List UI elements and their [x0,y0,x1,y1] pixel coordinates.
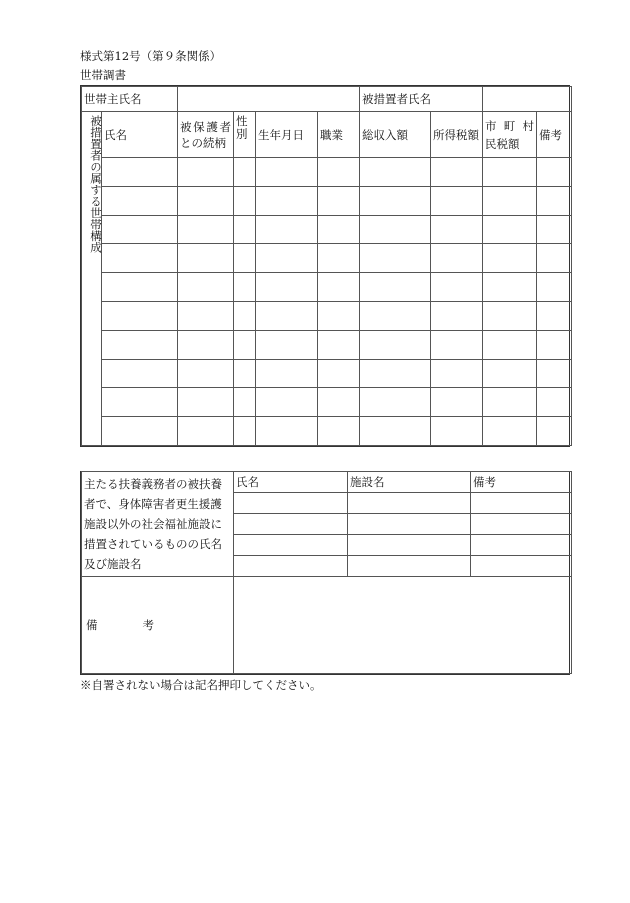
col-job: 職業 [318,112,360,158]
remarks-field[interactable] [234,577,572,674]
remarks-label-a: 備 [86,618,98,632]
remarks-label-b: 考 [142,618,154,632]
s2-col-remarks: 備考 [471,472,572,493]
placed-person-field[interactable] [483,87,572,112]
col-sex-line1: 性 [236,114,248,128]
household-table [80,85,570,447]
col-relation [178,112,234,158]
table-row [82,215,572,244]
col-income: 総収入額 [360,112,431,158]
table-row [82,417,572,446]
table-row [82,158,572,187]
section1-label: 被措置者の属する世帯構成 [82,112,102,446]
col-birth: 生年月日 [256,112,318,158]
col-tax: 所得税額 [431,112,483,158]
householder-label: 世帯主氏名 [82,87,178,112]
footnote: ※自署されない場合は記名押印してください。 [80,678,322,692]
col-name: 氏名 [102,112,178,158]
s2-col-name: 氏名 [234,472,348,493]
table-row [82,301,572,330]
table-row [82,359,572,388]
table-row [82,388,572,417]
table-row [82,244,572,273]
col-city-tax-line2: 民税額 [485,136,520,151]
table-row [82,330,572,359]
col-relation-line1: 被保護者 [180,119,231,134]
col-sex [234,112,256,158]
col-city-tax-line1: 市 町 村 [485,118,534,133]
form-id: 様式第12号（第９条関係） [80,49,222,63]
col-relation-line2: との続柄 [180,135,226,150]
col-city-tax [483,112,537,158]
s2-col-facility: 施設名 [348,472,471,493]
section2-label: 主たる扶養義務者の被扶養者で、身体障害者更生援護施設以外の社会福祉施設に措置されているものの氏名及び施設名 [82,472,234,577]
col-remarks: 備考 [537,112,572,158]
table-row [82,186,572,215]
dependents-table [80,471,570,675]
placed-person-label: 被措置者氏名 [360,87,483,112]
table-row [82,273,572,302]
document-title: 世帯調書 [80,68,126,82]
remarks-label [82,577,234,674]
col-sex-line2: 別 [236,127,248,141]
householder-field[interactable] [178,87,360,112]
